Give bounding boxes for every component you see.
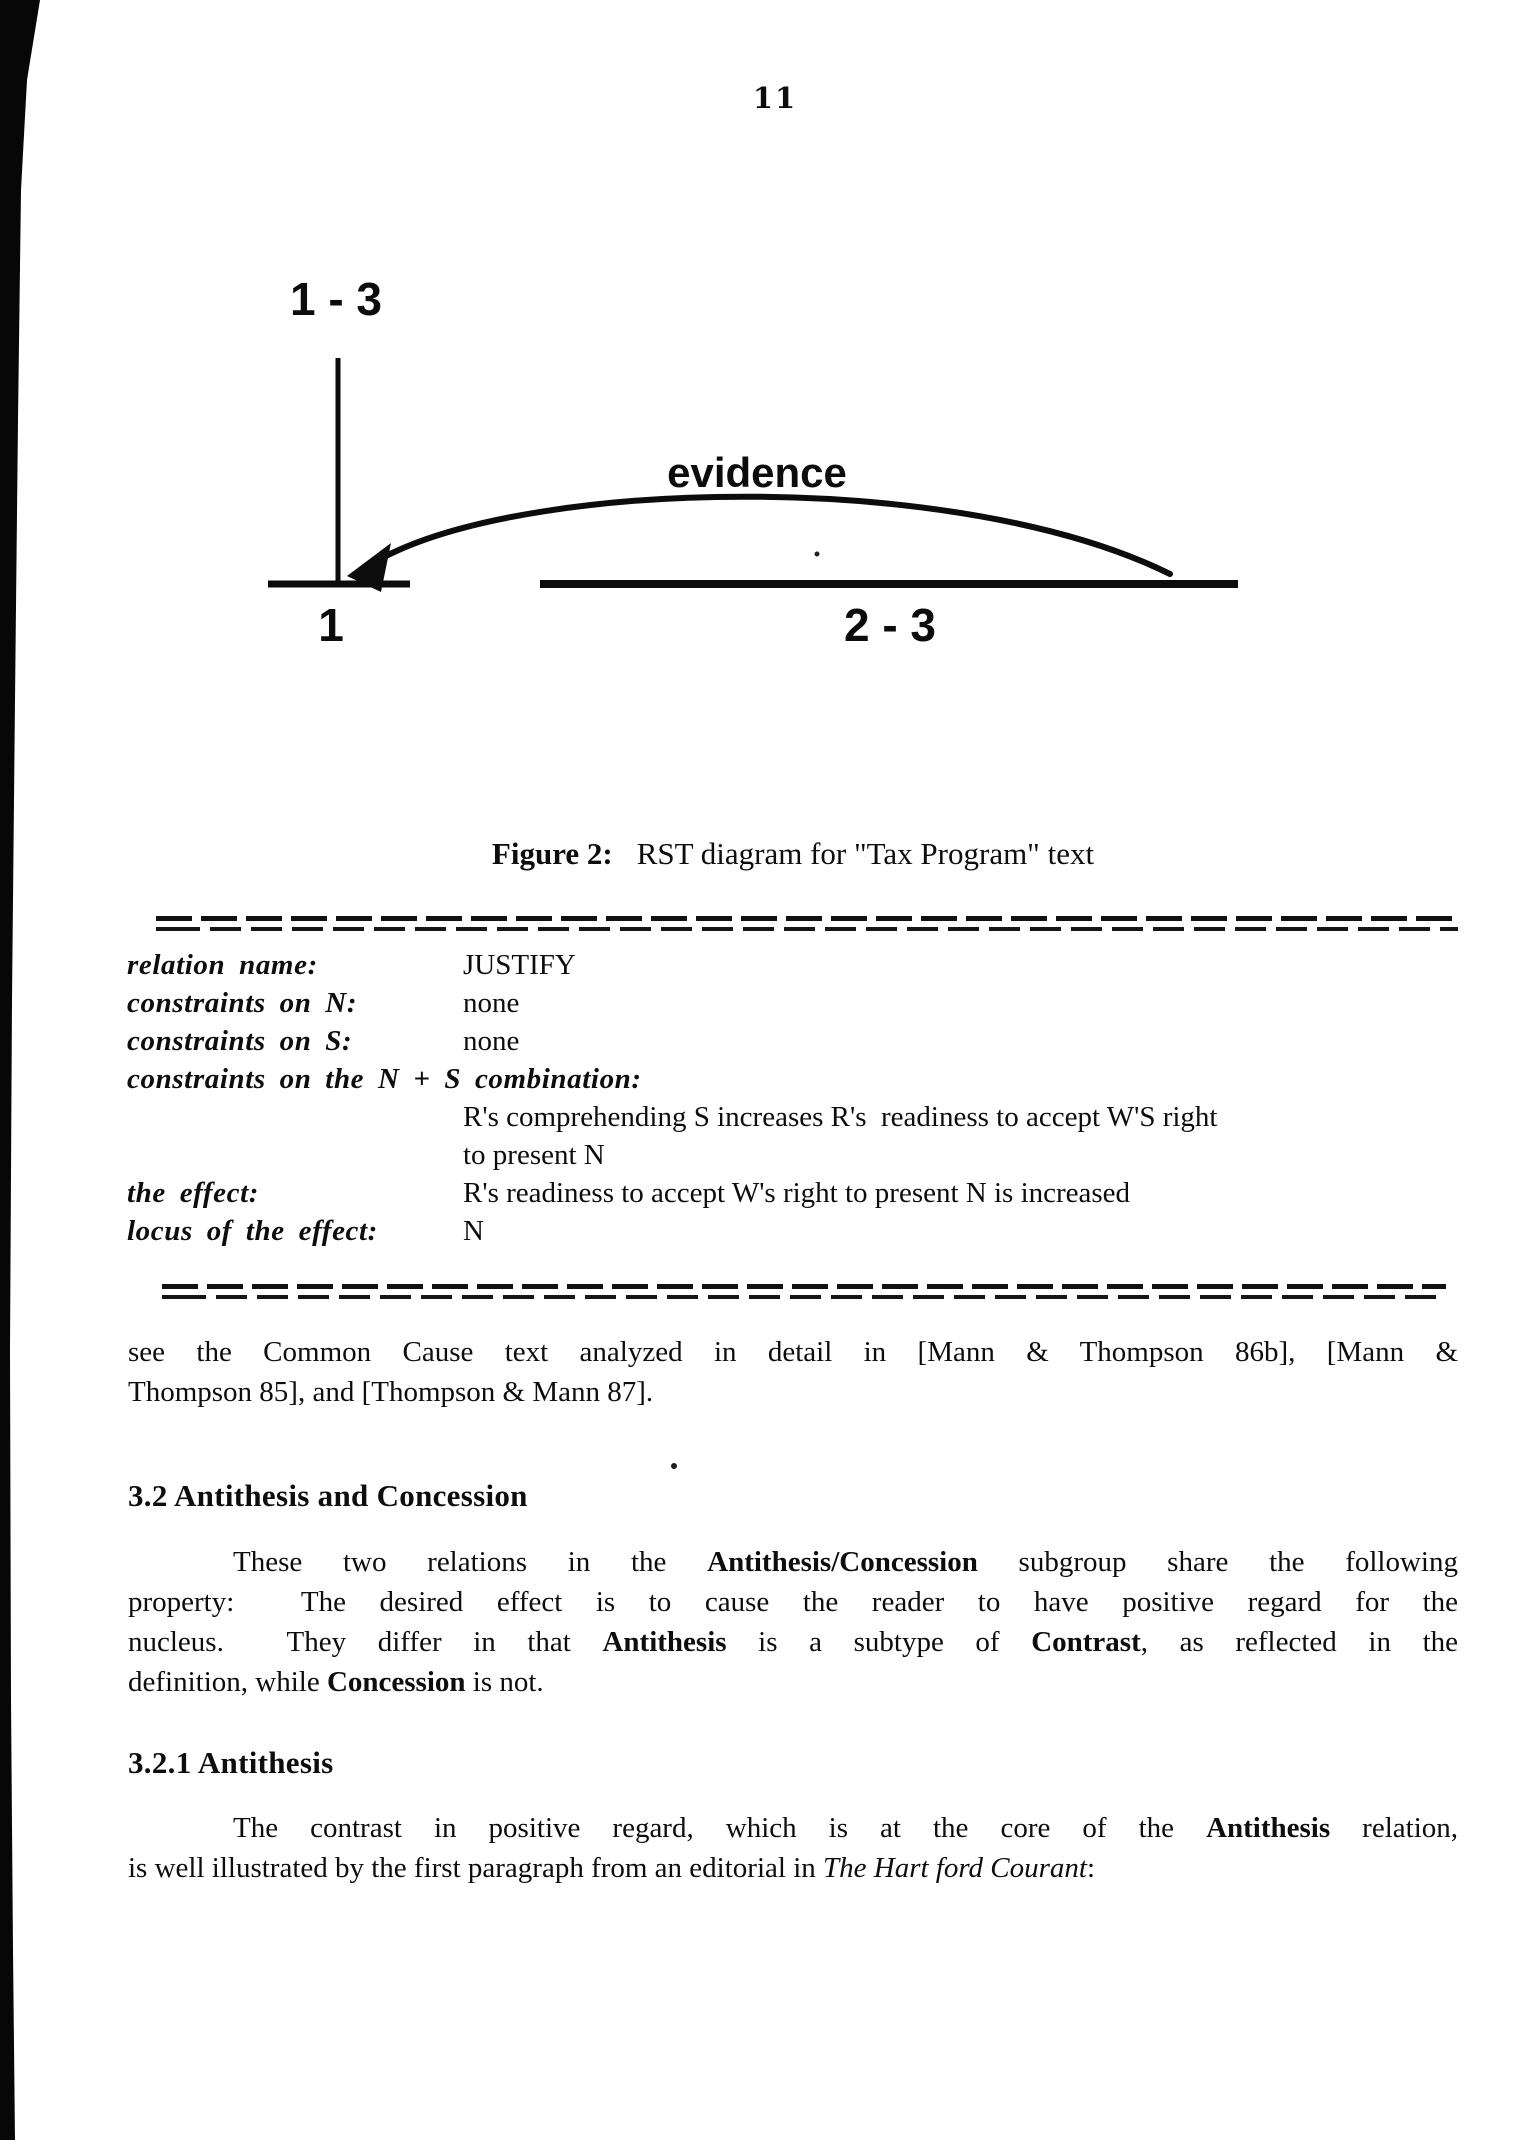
definition-value: N — [463, 1215, 484, 1247]
definition-value: to present N — [463, 1139, 605, 1171]
paragraph-antithesis-concession — [128, 1542, 1458, 1702]
scan-speck — [671, 1463, 677, 1469]
text-line: These two relations in the Antithesis/Concession subgroup share the following — [233, 1546, 1458, 1578]
definition-value: JUSTIFY — [463, 949, 576, 981]
satellite-label-2-3: 2 - 3 — [843, 599, 937, 651]
definition-label: constraints on N: — [127, 987, 358, 1019]
definition-label: locus of the effect: — [127, 1215, 378, 1247]
separator-dashes — [156, 927, 1458, 931]
text-line: see the Common Cause text analyzed in detail in [Mann & Thompson 86b], [Mann & — [128, 1336, 1458, 1368]
definition-row — [127, 1174, 1517, 1212]
relation-definition-block — [127, 946, 1517, 1250]
paragraph-common-cause — [128, 1332, 1458, 1412]
definition-row — [127, 984, 1517, 1022]
scan-speck — [815, 552, 820, 557]
span-label-1-3: 1 - 3 — [289, 273, 383, 325]
definition-label: the effect: — [127, 1177, 260, 1209]
definition-label: constraints on S: — [127, 1025, 353, 1057]
section-heading-3-2-1: 3.2.1 Antithesis — [128, 1745, 334, 1780]
definition-label: constraints on the N + S combination: — [127, 1063, 642, 1095]
text-line: nucleus. They differ in that Antithesis is a subtype of Contrast, as reflected in the — [128, 1626, 1458, 1658]
paragraph-antithesis — [128, 1808, 1458, 1888]
definition-label: relation name: — [127, 949, 318, 981]
text-line: The contrast in positive regard, which is at the core of the Antithesis relation, — [233, 1812, 1458, 1844]
definition-row — [127, 1098, 1517, 1136]
relation-label-evidence: evidence — [667, 449, 847, 496]
nucleus-label-1: 1 — [318, 599, 344, 651]
figure-caption-text: RST diagram for "Tax Program" text — [636, 836, 1095, 871]
text-line: is well illustrated by the first paragraph from an editorial in The Hart ford Courant: — [128, 1852, 1096, 1884]
definition-row — [127, 946, 1517, 984]
definition-row — [127, 1060, 1517, 1098]
separator-line-top — [156, 916, 1458, 932]
text-line: Thompson 85], and [Thompson & Mann 87]. — [128, 1376, 654, 1408]
evidence-arc — [386, 497, 1170, 574]
separator-line-bottom — [162, 1284, 1446, 1300]
separator-dashes — [162, 1295, 1446, 1299]
definition-row — [127, 1136, 1517, 1174]
definition-row — [127, 1212, 1517, 1250]
definition-value: none — [463, 1025, 520, 1057]
figure-caption — [128, 834, 1458, 874]
definition-value: none — [463, 987, 520, 1019]
separator-dashes — [156, 916, 1458, 921]
rst-diagram — [0, 0, 1536, 760]
separator-dashes — [162, 1284, 1446, 1289]
definition-value: R's comprehending S increases R's readiness to accept W'S right — [463, 1101, 1218, 1133]
page-number: 11 — [752, 81, 798, 115]
section-heading-3-2: 3.2 Antithesis and Concession — [128, 1478, 528, 1513]
text-line: definition, while Concession is not. — [128, 1666, 544, 1698]
definition-row — [127, 1022, 1517, 1060]
text-line: property: The desired effect is to cause the reader to have positive regard for the — [128, 1586, 1458, 1618]
definition-value: R's readiness to accept W's right to present N is increased — [463, 1177, 1131, 1209]
figure-caption-tag: Figure 2: — [491, 836, 613, 871]
